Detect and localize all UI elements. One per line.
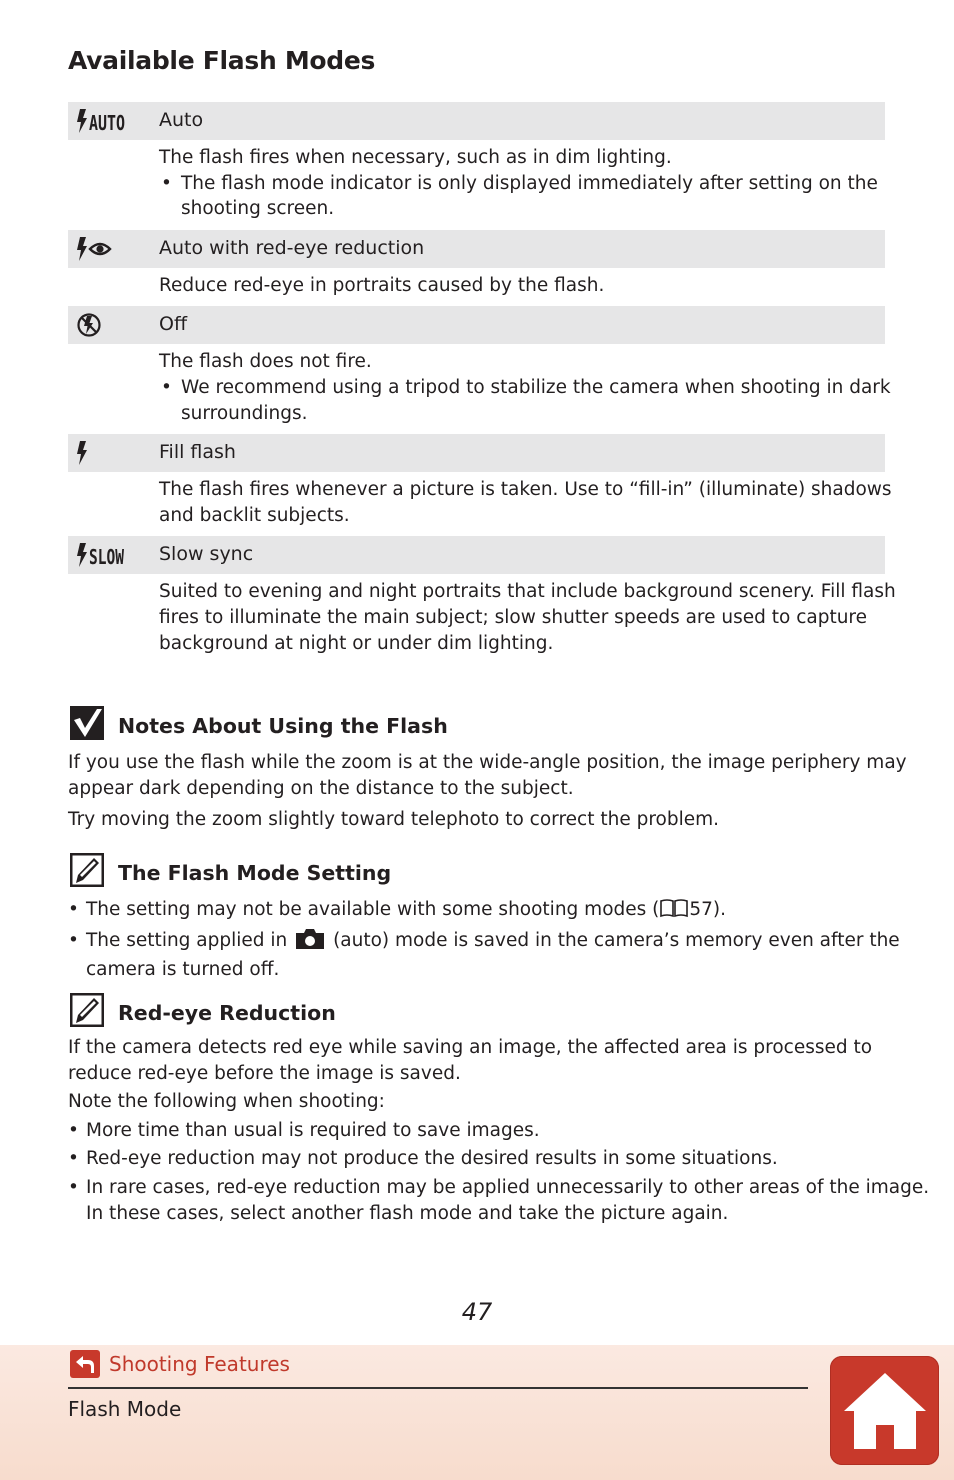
bullet-item: • In rare cases, red-eye reduction may be applied unnecessarily to other areas of the image. In these cases, select another flash mode and take the picture again.: [68, 1175, 888, 1226]
back-arrow-icon: [70, 1350, 100, 1378]
flash-off-icon: [76, 312, 102, 338]
mode-name-off: Off: [159, 313, 188, 336]
mode-row-auto: [68, 102, 885, 140]
bullet-item: • The flash mode indicator is only displayed immediately after setting on the shooting screen.: [159, 171, 885, 222]
page-title: Available Flash Modes: [68, 46, 376, 75]
note-title: The Flash Mode Setting: [118, 861, 392, 885]
bullet-item: • More time than usual is required to save images.: [68, 1118, 888, 1144]
flash-red-eye-icon: [76, 236, 116, 262]
slow-sync-icon: [76, 542, 126, 568]
caution-check-icon: [70, 706, 104, 744]
bullet-item: • Red-eye reduction may not produce the desired results in some situations.: [68, 1146, 888, 1172]
mode-row-off: [68, 306, 885, 344]
back-link-label: Shooting Features: [109, 1352, 290, 1376]
flash-modes-table: [68, 102, 896, 664]
flash-auto-icon: [76, 108, 126, 134]
note-title: Red-eye Reduction: [118, 1001, 336, 1025]
footer-divider: [68, 1387, 808, 1389]
note-title: Notes About Using the Flash: [118, 714, 448, 738]
info-pencil-icon: [70, 993, 104, 1031]
page-ref-icon: [659, 898, 689, 926]
home-button[interactable]: [830, 1356, 939, 1465]
mode-name-fill-flash: Fill flash: [159, 441, 236, 464]
mode-desc-red-eye: Reduce red-eye in portraits caused by the flash.: [159, 274, 605, 296]
svg-text:SLOW: SLOW: [89, 545, 125, 570]
mode-row-fill-flash: [68, 434, 885, 472]
mode-name-slow-sync: Slow sync: [159, 543, 254, 566]
mode-desc-auto: The flash fires when necessary, such as in dim lighting. • The flash mode indicator is only displayed immediately after setting on the shooting screen.: [68, 140, 885, 230]
note-flash-mode-setting: [68, 853, 900, 983]
svg-text:AUTO: AUTO: [89, 111, 125, 135]
home-icon: [840, 1369, 930, 1453]
note-flash: Notes About Using the Flash If you use the flash while the zoom is at the wide-angle position, the image periphery may appear dark depending on the distance to the subject. Try moving the zoom slightly toward telephoto to correct the problem.: [68, 706, 888, 833]
mode-desc-slow-sync: Suited to evening and night portraits that include background scenery. Fill flash fires to illuminate the main subject; slow shutter speeds are used to capture background at night or under dim lighting.: [159, 581, 896, 654]
back-to-shooting-features-link[interactable]: [70, 1349, 290, 1379]
page-number: 47: [461, 1298, 493, 1326]
mode-row-slow-sync: [68, 536, 885, 574]
bullet-item: • The setting may not be available with some shooting modes ( 57).: [68, 897, 888, 926]
info-pencil-icon: [70, 853, 104, 891]
camera-auto-icon: [295, 928, 325, 958]
mode-desc-off: The flash does not fire. • We recommend using a tripod to stabilize the camera when shooting in dark surroundings.: [68, 344, 885, 434]
mode-row-red-eye: [68, 230, 885, 268]
note-red-eye-reduction: Red-eye Reduction If the camera detects red eye while saving an image, the affected area is processed to reduce red-eye before the image is saved. Note the following when shooting: • More time than usual is required to save images. • Red-eye reduction may not produce the desired results in some situations. • In rare cases, red-eye reduction may be applied unnecessarily to other areas of the image. In these cases, select another flash mode and take the picture again.: [68, 993, 888, 1226]
mode-name-red-eye: Auto with red-eye reduction: [159, 236, 425, 259]
fill-flash-icon: [76, 440, 90, 466]
bullet-item: • We recommend using a tripod to stabilize the camera when shooting in dark surroundings.: [159, 375, 885, 426]
footer-section-label: Flash Mode: [68, 1397, 182, 1421]
mode-desc-fill-flash: The flash fires whenever a picture is taken. Use to “fill-in” (illuminate) shadows and backlit subjects.: [159, 479, 892, 526]
mode-name-auto: Auto: [159, 109, 204, 131]
bullet-item: • The setting applied in (auto) mode is saved in the camera’s memory even after the camera is turned off.: [68, 928, 888, 983]
